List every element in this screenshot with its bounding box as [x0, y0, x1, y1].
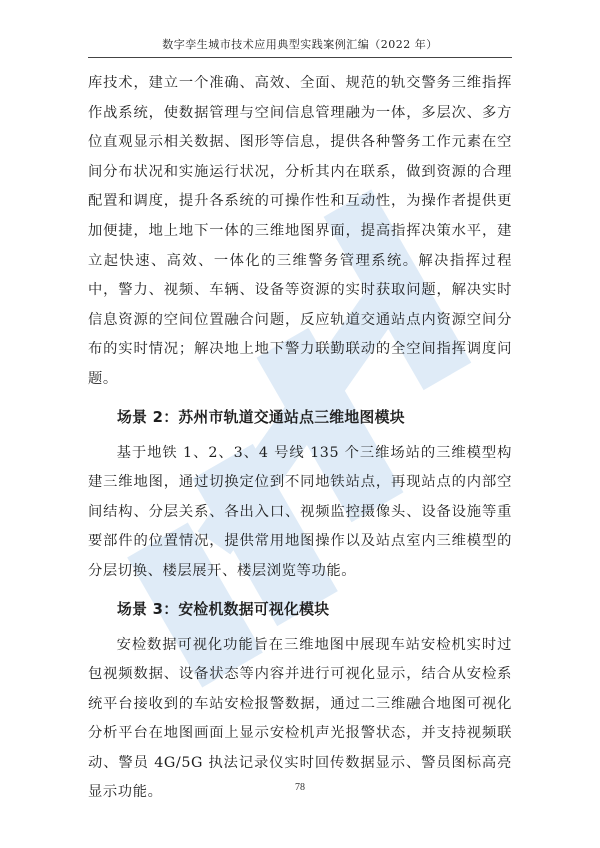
header-divider	[88, 57, 512, 58]
scene-3-paragraph: 安检数据可视化功能旨在三维地图中展现车站安检机实时过包视频数据、设备状态等内容并进行可视化显示，结合从安检系统平台接收到的车站安检报警数据，通过二三维融合地图可视化分析平台在地图画面上显示安检机声光报警状态，并支持视频联动、警员 4G/5G 执法记录仪实时回传数据显示、警员图标高亮显示功能。	[88, 636, 512, 801]
document-body	[88, 69, 512, 808]
running-header: 数字孪生城市技术应用典型实践案例汇编（2022 年）	[162, 38, 438, 51]
scene-3-heading: 场景 3：安检机数据可视化模块	[117, 600, 330, 618]
page-number: 78	[295, 782, 305, 793]
intro-paragraph: 库技术，建立一个准确、高效、全面、规范的轨交警务三维指挥作战系统，使数据管理与空间信息管理融为一体，多层次、多方位直观显示相关数据、图形等信息，提供各种警务工作元素在空间分布状况和实施运行状况，分析其内在联系，做到资源的合理配置和调度，提升各系统的可操作性和互动性，为操作者提供更加便捷，地上地下一体的三维地图界面，提高指挥决策水平，建立起快速、高效、一体化的三维警务管理系统。解决指挥过程中，警力、视频、车辆、设备等资源的实时获取问题，解决实时信息资源的空间位置融合问题，反应轨道交通站点内资源空间分布的实时情况；解决地上地下警力联勤联动的全空间指挥调度问题。	[88, 75, 512, 387]
scene-2-paragraph: 基于地铁 1、2、3、4 号线 135 个三维场站的三维模型构建三维地图，通过切换定位到不同地铁站点，再现站点的内部空间结构、分层关系、各出入口、视频监控摄像头、设备设施等重要部件的位置情况，提供常用地图操作以及站点室内三维模型的分层切换、楼层展开、楼层浏览等功能。	[88, 444, 512, 579]
scene-2-heading: 场景 2：苏州市轨道交通站点三维地图模块	[117, 408, 405, 426]
